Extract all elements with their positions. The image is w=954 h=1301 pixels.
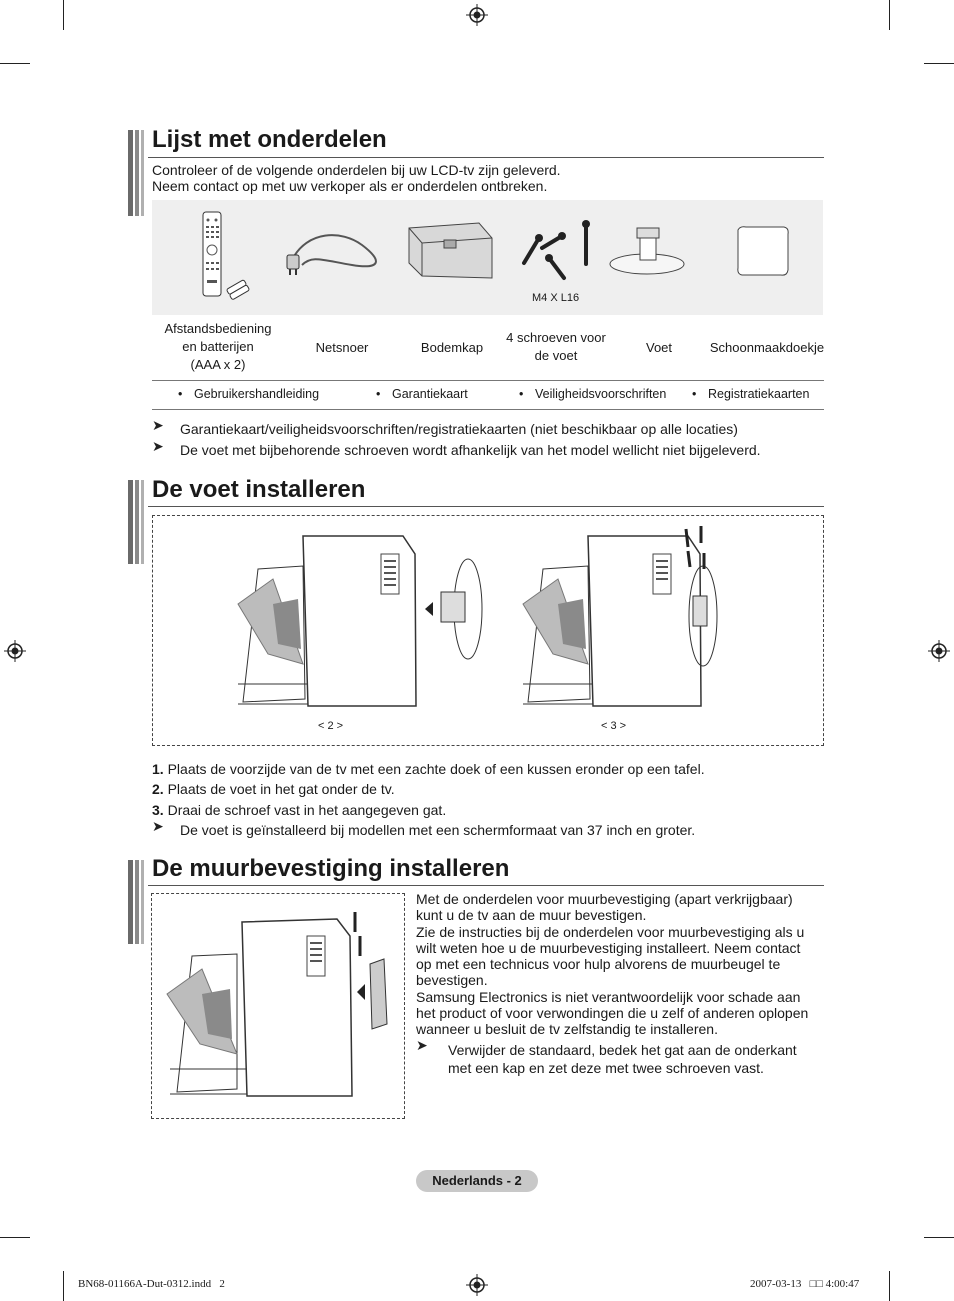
stand-note: De voet is geïnstalleerd bij modellen met een schermformaat van 37 inch en groter.: [180, 822, 696, 838]
section-title-parts: Lijst met onderdelen: [152, 126, 387, 153]
wall-figure-box: [151, 893, 405, 1119]
accessory-item: Garantiekaart: [392, 387, 468, 401]
cleaning-cloth-icon: [734, 224, 792, 279]
figure-caption: < 2 >: [318, 720, 344, 732]
part-label: Afstandsbediening en batterijen (AAA x 2): [164, 321, 272, 372]
crop-mark: [924, 63, 954, 64]
note-arrow-icon: ➤: [152, 417, 164, 433]
screws-icon: [514, 218, 594, 283]
crop-mark: [0, 63, 30, 64]
parts-note: Garantiekaart/veiligheidsvoorschriften/registratiekaarten (niet beschikbaar op alle locaties): [180, 421, 738, 437]
screw-spec: M4 X L16: [532, 292, 580, 304]
crop-mark: [924, 1237, 954, 1238]
crop-mark: [889, 1271, 890, 1301]
wall-paragraph: Samsung Electronics is niet verantwoordelijk voor schade aan het product of voor verwondingen die u zelf of anderen oplopen wanneer u besluit de tv zelfstandig te installeren.: [416, 989, 809, 1037]
bottom-cover-icon: [404, 218, 494, 283]
page-number-label: Nederlands - 2: [416, 1170, 538, 1192]
figure-caption: < 3 >: [601, 720, 627, 732]
accessory-item: Veiligheidsvoorschriften: [535, 387, 667, 401]
note-arrow-icon: ➤: [152, 818, 164, 834]
section-marker: [128, 130, 144, 216]
part-label: Schoonmaakdoekje: [709, 340, 825, 355]
stand-step: 2. Plaats de voet in het gat onder de tv.: [152, 781, 395, 797]
registration-mark-icon: [466, 4, 488, 26]
crop-mark: [63, 0, 64, 30]
remote-control-icon: [197, 210, 257, 300]
section-title-wall: De muurbevestiging installeren: [152, 855, 510, 882]
stand-install-figure-2: [233, 524, 503, 719]
crop-mark: [0, 1237, 30, 1238]
part-label: Bodemkap: [420, 340, 484, 355]
accessory-item: Gebruikershandleiding: [194, 387, 320, 401]
registration-mark-icon: [466, 1274, 488, 1296]
parts-illustration-panel: [152, 200, 823, 315]
accessory-item: Registratiekaarten: [708, 387, 810, 401]
section-rule: [148, 885, 824, 886]
section-title-stand: De voet installeren: [152, 476, 366, 503]
wall-note: Verwijder de standaard, bedek het gat aan de onderkant met een kap en zet deze met twee schroeven vast.: [448, 1042, 797, 1076]
power-cord-icon: [282, 225, 387, 285]
section-marker: [128, 480, 144, 564]
note-arrow-icon: ➤: [152, 438, 164, 454]
part-label: Voet: [645, 340, 673, 355]
note-arrow-icon: ➤: [416, 1037, 428, 1053]
section-rule: [148, 157, 824, 158]
stand-figure-box: [152, 515, 824, 746]
part-label: Netsnoer: [315, 340, 369, 355]
part-label: 4 schroeven voor de voet: [506, 330, 606, 363]
crop-mark: [63, 1271, 64, 1301]
registration-mark-icon: [928, 640, 950, 662]
stand-step: 1. Plaats de voorzijde van de tv met een zachte doek of een kussen eronder op een tafel.: [152, 761, 705, 777]
wall-paragraph: Met de onderdelen voor muurbevestiging (apart verkrijgbaar) kunt u de tv aan de muur bevestigen.: [416, 891, 793, 923]
crop-mark: [889, 0, 890, 30]
section-rule: [148, 506, 824, 507]
timestamp: 2007-03-13 □□ 4:00:47: [750, 1278, 860, 1290]
file-name: BN68-01166A-Dut-0312.indd 2: [78, 1278, 225, 1290]
registration-mark-icon: [4, 640, 26, 662]
parts-intro-line: Neem contact op met uw verkoper als er onderdelen ontbreken.: [152, 178, 548, 194]
wall-paragraph: Zie de instructies bij de onderdelen voor muurbevestiging als u wilt weten hoe u de muurbevestiging installeert. Neem contact op met een technicus voor hulp alvorens de muurbeugel te bevestigen.: [416, 924, 805, 988]
wall-mount-figure: [162, 904, 397, 1109]
stand-icon: [607, 222, 687, 277]
stand-install-figure-3: [518, 521, 788, 719]
stand-step: 3. Draai de schroef vast in het aangegeven gat.: [152, 802, 447, 818]
accessories-row: • Gebruikershandleiding • Garantiekaart • Veiligheidsvoorschriften • Registratiekaarten: [152, 380, 824, 410]
section-marker: [128, 860, 144, 944]
parts-intro-line: Controleer of de volgende onderdelen bij uw LCD-tv zijn geleverd.: [152, 162, 561, 178]
parts-note: De voet met bijbehorende schroeven wordt afhankelijk van het model wellicht niet bijgeleverd.: [180, 442, 761, 458]
